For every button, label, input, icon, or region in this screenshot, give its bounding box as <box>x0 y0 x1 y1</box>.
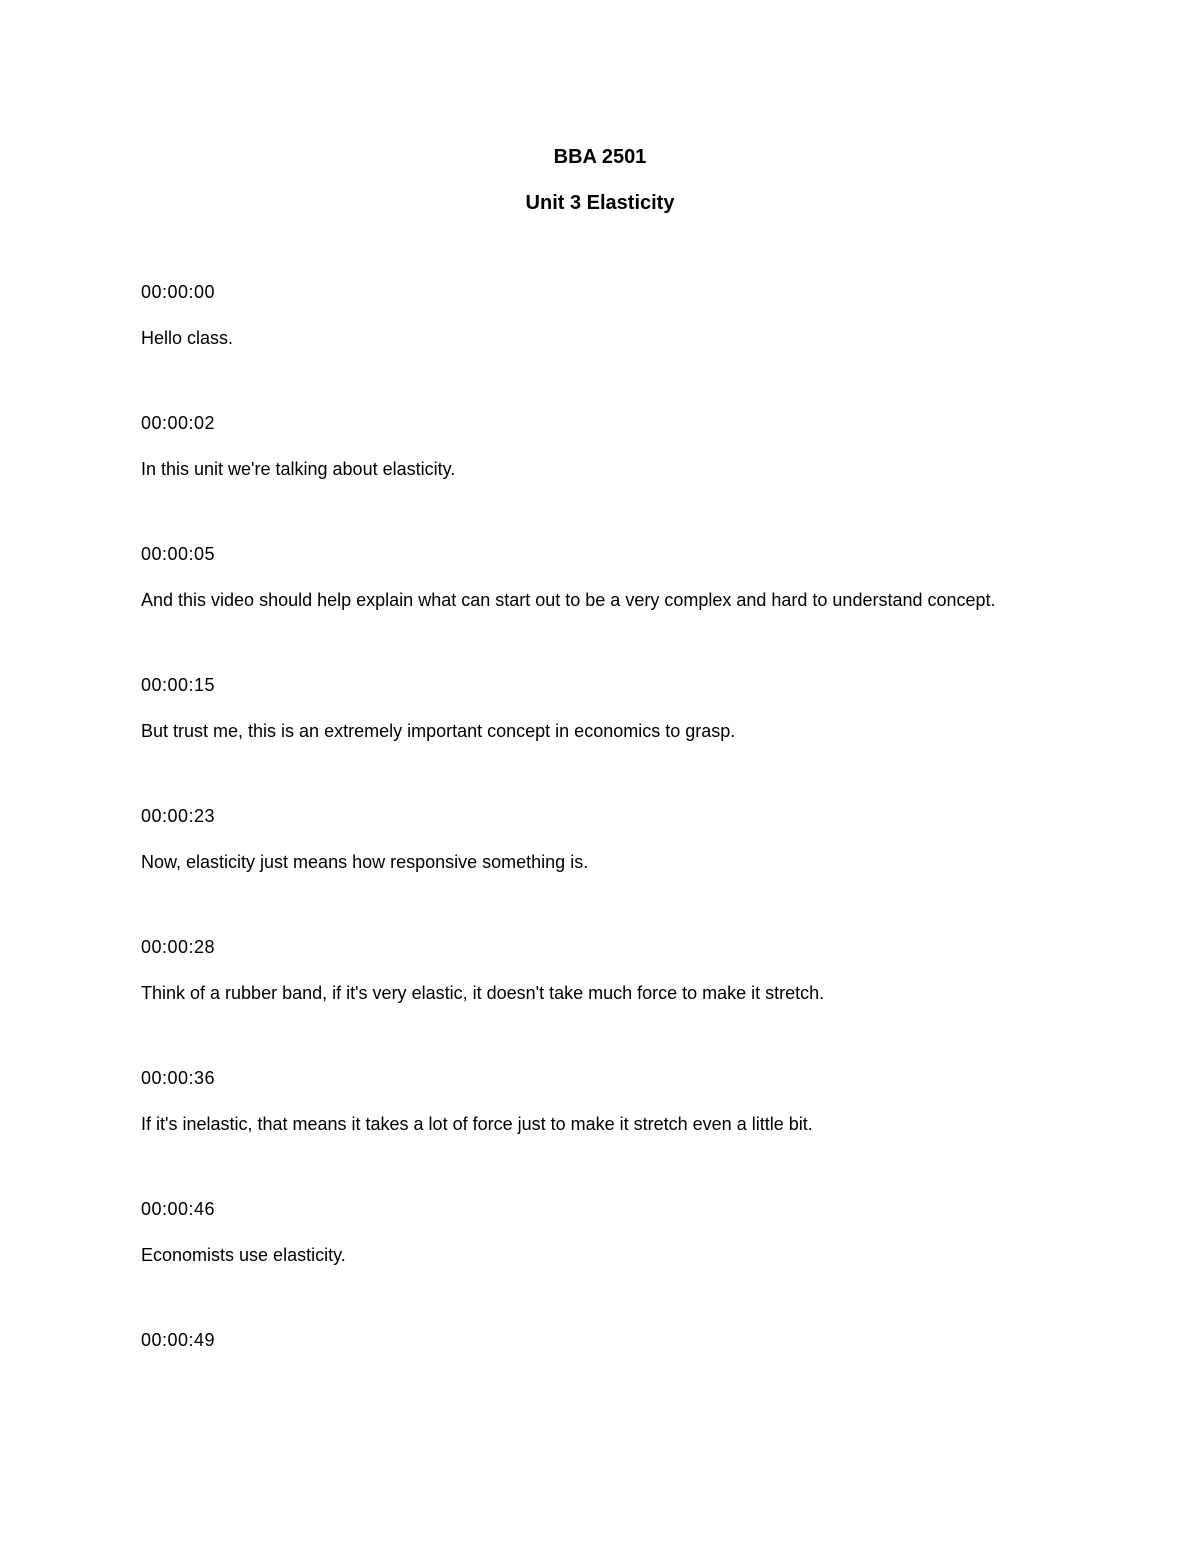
transcript-text: Now, elasticity just means how responsive something is. <box>141 852 589 872</box>
timestamp: 00:00:28 <box>141 937 216 957</box>
transcript-entry <box>141 804 1021 876</box>
transcript <box>141 280 1021 1411</box>
timestamp: 00:00:02 <box>141 413 216 433</box>
transcript-text: If it's inelastic, that means it takes a lot of force just to make it stretch even a little bit. <box>141 1114 813 1134</box>
transcript-entry <box>141 1066 1021 1138</box>
transcript-text: In this unit we're talking about elasticity. <box>141 459 456 479</box>
timestamp: 00:00:49 <box>141 1330 216 1350</box>
timestamp: 00:00:46 <box>141 1199 216 1219</box>
unit-title: Unit 3 Elasticity <box>525 192 675 214</box>
transcript-entry <box>141 411 1021 483</box>
transcript-text: Economists use elasticity. <box>141 1245 346 1265</box>
timestamp: 00:00:36 <box>141 1068 216 1088</box>
timestamp: 00:00:15 <box>141 675 216 695</box>
timestamp: 00:00:00 <box>141 282 216 302</box>
transcript-entry <box>141 673 1021 745</box>
transcript-text: And this video should help explain what can start out to be a very complex and hard to understand concept. <box>141 590 996 610</box>
timestamp: 00:00:23 <box>141 806 216 826</box>
transcript-entry <box>141 1197 1021 1269</box>
transcript-entry <box>141 935 1021 1007</box>
course-title: BBA 2501 <box>553 146 647 168</box>
timestamp: 00:00:05 <box>141 544 216 564</box>
transcript-text: Hello class. <box>141 328 234 348</box>
transcript-entry <box>141 1328 1021 1352</box>
transcript-entry <box>141 542 1021 614</box>
transcript-entry <box>141 280 1021 352</box>
transcript-text: But trust me, this is an extremely important concept in economics to grasp. <box>141 721 736 741</box>
transcript-text: Think of a rubber band, if it's very elastic, it doesn't take much force to make it stretch. <box>141 983 825 1003</box>
